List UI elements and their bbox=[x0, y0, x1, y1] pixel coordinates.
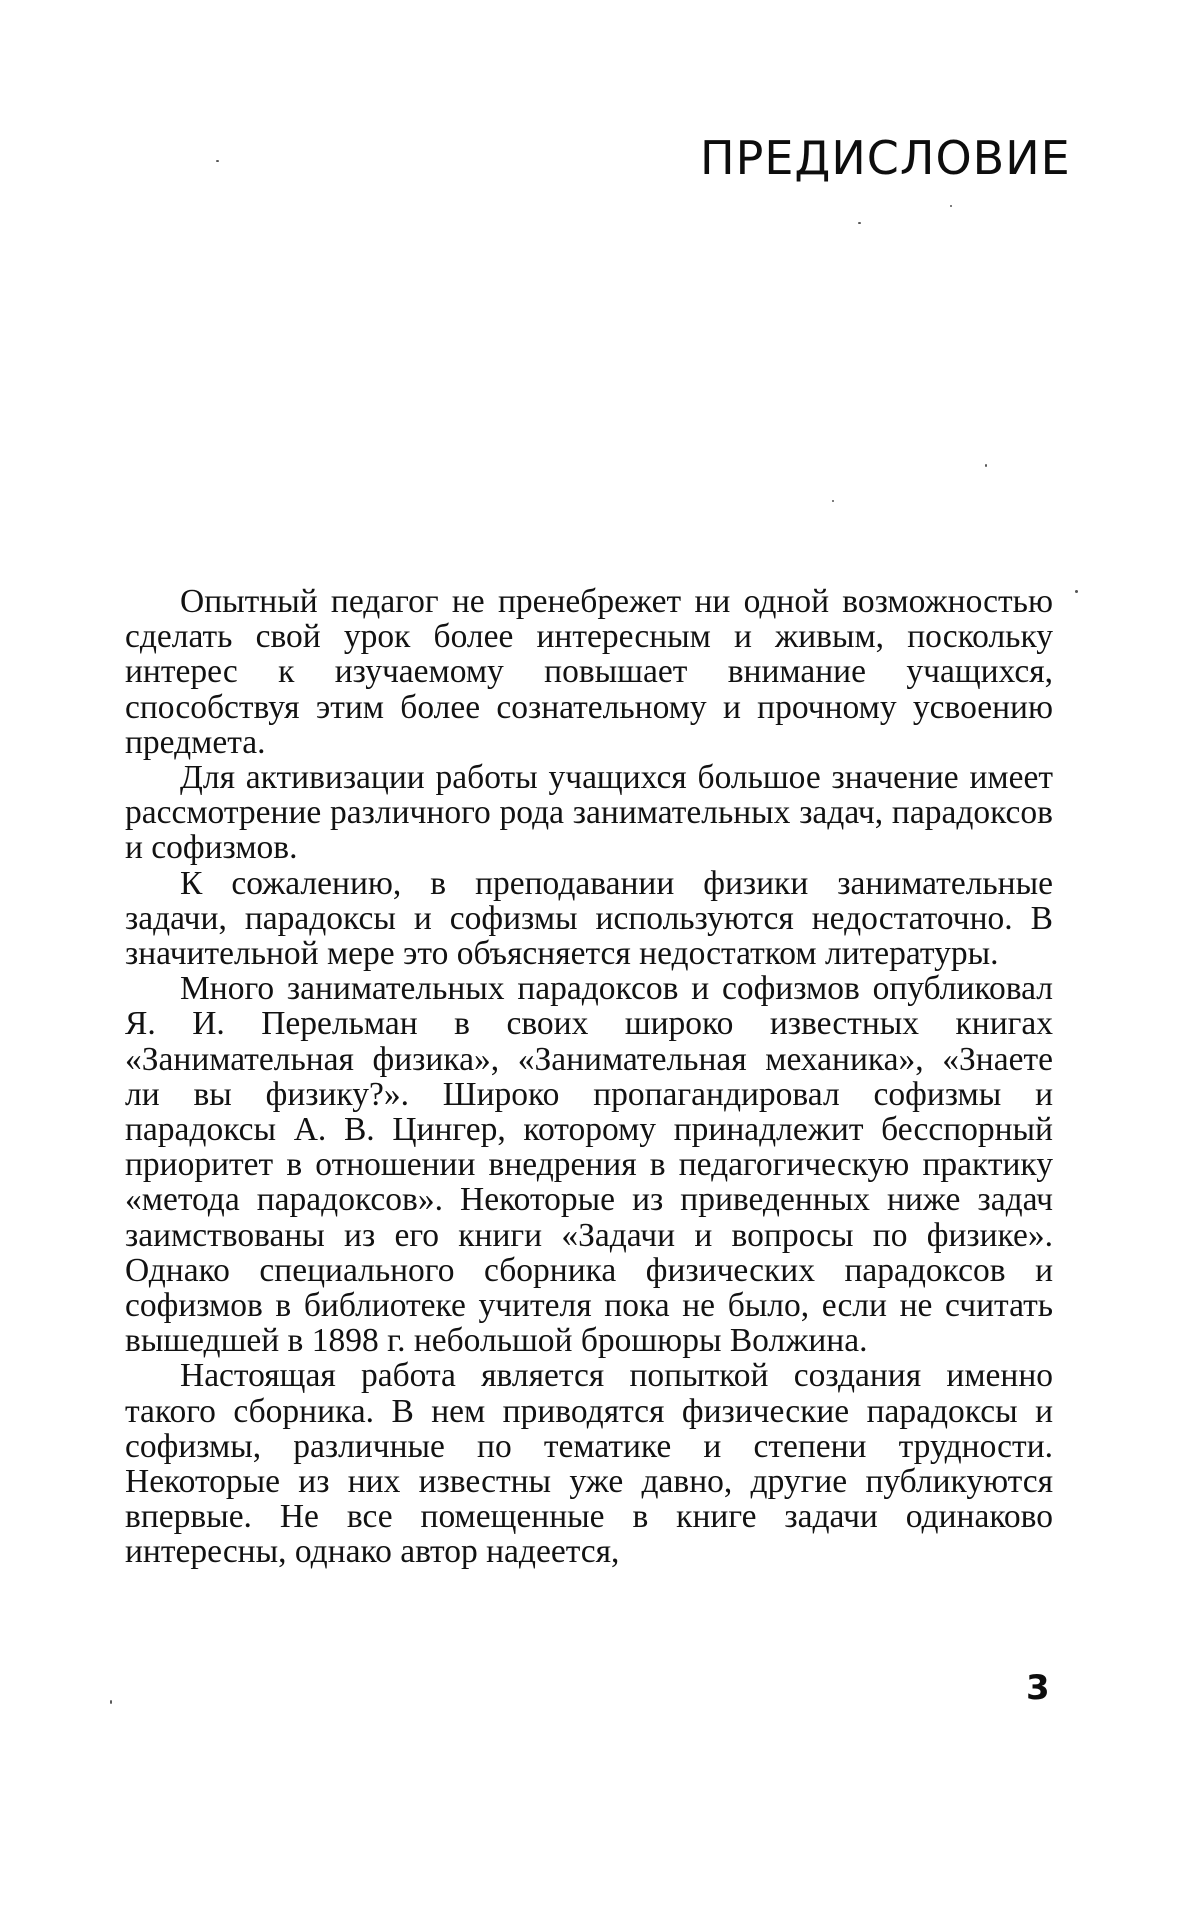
paragraph-2: Для активизации работы учащихся большое значение имеет рассмотрение различного рода занимательных задач, парадоксов и софизмов. bbox=[125, 759, 1053, 867]
paragraph-1: Опытный педагог не пренебрежет ни одной возможностью сделать свой урок более интересным и живым, поскольку интерес к изучаемому повышает внимание учащихся, способствуя этим более сознательному и прочному усвоению предмета. bbox=[125, 583, 1053, 761]
scan-speck bbox=[832, 500, 834, 502]
scan-speck bbox=[216, 160, 219, 162]
scan-speck bbox=[110, 1700, 112, 1704]
paragraph-5: Настоящая работа является попыткой создания именно такого сборника. В нем приводятся физические парадоксы и софизмы, различные по тематике и степени трудности. Некоторые из них известны уже давно, другие публикуются впервые. Не все помещенные в книге задачи одинаково интересны, однако автор надеется, bbox=[125, 1357, 1053, 1571]
page-number: 3 bbox=[1026, 1668, 1050, 1708]
scan-speck bbox=[950, 205, 952, 207]
scan-speck bbox=[1075, 590, 1078, 593]
page-title: ПРЕДИСЛОВИЕ bbox=[700, 131, 1071, 185]
preface-text bbox=[125, 584, 1053, 1570]
paragraph-3: К сожалению, в преподавании физики занимательные задачи, парадоксы и софизмы используются недостаточно. В значительной мере это объясняется недостатком литературы. bbox=[125, 864, 1053, 973]
paragraph-4: Много занимательных парадоксов и софизмов опубликовал Я. И. Перельман в своих широко известных книгах «Занимательная физика», «Занимательная механика», «Знаете ли вы физику?». Широко пропагандировал софизмы и парадоксы А. В. Цингер, которому принадлежит бесспорный приоритет в отношении внедрения в педагогическую практику «метода парадоксов». Некоторые из приведенных ниже задач заимствованы из его книги «Задачи и вопросы по физике». Однако специального сборника физических парадоксов и софизмов в библиотеке учителя пока не было, если не считать вышедшей в 1898 г. небольшой брошюры Волжина. bbox=[125, 970, 1053, 1360]
scan-speck bbox=[985, 464, 987, 467]
scan-speck bbox=[858, 222, 861, 224]
